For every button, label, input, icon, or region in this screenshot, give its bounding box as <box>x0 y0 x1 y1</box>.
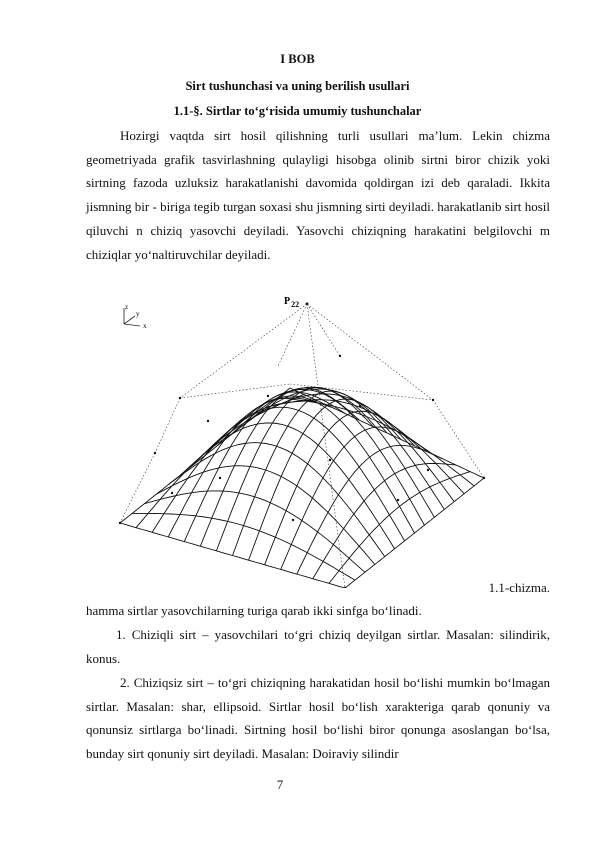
grid-line-u <box>205 396 415 533</box>
grid-line-u <box>217 390 424 526</box>
axis-x-label: x <box>143 322 147 330</box>
axis-y-label: y <box>136 310 140 318</box>
page-number: 7 <box>276 778 284 792</box>
apex-label: $P_{22}$ <box>284 296 300 309</box>
paragraph-3: 1. Chiziqli sirt – yasovchilari to‘gri chiziq deyilgan sirtlar. Masalan: silindirik, konus. <box>86 627 550 666</box>
surface-figure <box>110 288 490 588</box>
figure-caption: 1.1-chizma. <box>488 580 550 595</box>
section-title: 1.1-§. Sirtlar to‘g‘risida umumiy tushunchalar <box>173 104 422 118</box>
grid-line-u <box>254 394 455 502</box>
grid-line-u <box>132 513 355 580</box>
grid-line-v <box>313 464 456 579</box>
paragraph-2: hamma sirtlar yasovchilarning turiga qarab ikki sinfga bo‘linadi. <box>86 603 422 618</box>
chapter-heading: I BOB <box>280 52 315 66</box>
grid-line-u <box>169 443 385 557</box>
construction-lines <box>120 304 484 588</box>
paragraph-1: Hozirgi vaqtda sirt hosil qilishning turli usullari ma’lum. Lekin chizma geometriyada grafik tasvirlashning qulayligi hisobga olinib sirtni biror chizik yoki sirtning fazoda uzluksiz harakatlanishi davomida qoldirgan izi deb qaraladi. Ikkita jismning bir - biriga tegib turgan soxasi shu jismning sirti deyiladi. harakatlanib sirt hosil qiluvchi n chiziq yasovchi deyiladi. Yasovchi chiziqning harakatini belgilovchi m chiziqlar yo‘naltiruvchilar deyiladi. <box>86 128 550 262</box>
axis-z-label: z <box>125 303 129 311</box>
grid-line-v <box>184 392 345 542</box>
grid-line-v <box>152 401 318 532</box>
grid-line-u <box>144 491 365 572</box>
grid-line-v <box>345 478 484 588</box>
grid-line-v <box>281 427 429 569</box>
grid-line-v <box>329 472 470 584</box>
grid-line-u <box>181 423 395 549</box>
surface-grid <box>120 387 484 588</box>
chapter-title: Sirt tushunchasi va uning berilish usullari <box>185 79 410 93</box>
paragraph-4: 2. Chiziqsiz sirt – to‘gri chiziqning harakatidan hosil bo‘lishi mumkin bo‘lmagan sirtlar. Masalan: shar, ellipsoid. Sirtlar hosil bo‘lish xarakteriga qarab qonuniy va qonunsiz sirtlarga bo‘linadi. Sirtning hosil bo‘lishi biror qonunga asoslangan bo‘lsa, bunday sirt qonuniy sirt deyiladi. Masalan: Doiraviy silindir <box>86 675 550 762</box>
